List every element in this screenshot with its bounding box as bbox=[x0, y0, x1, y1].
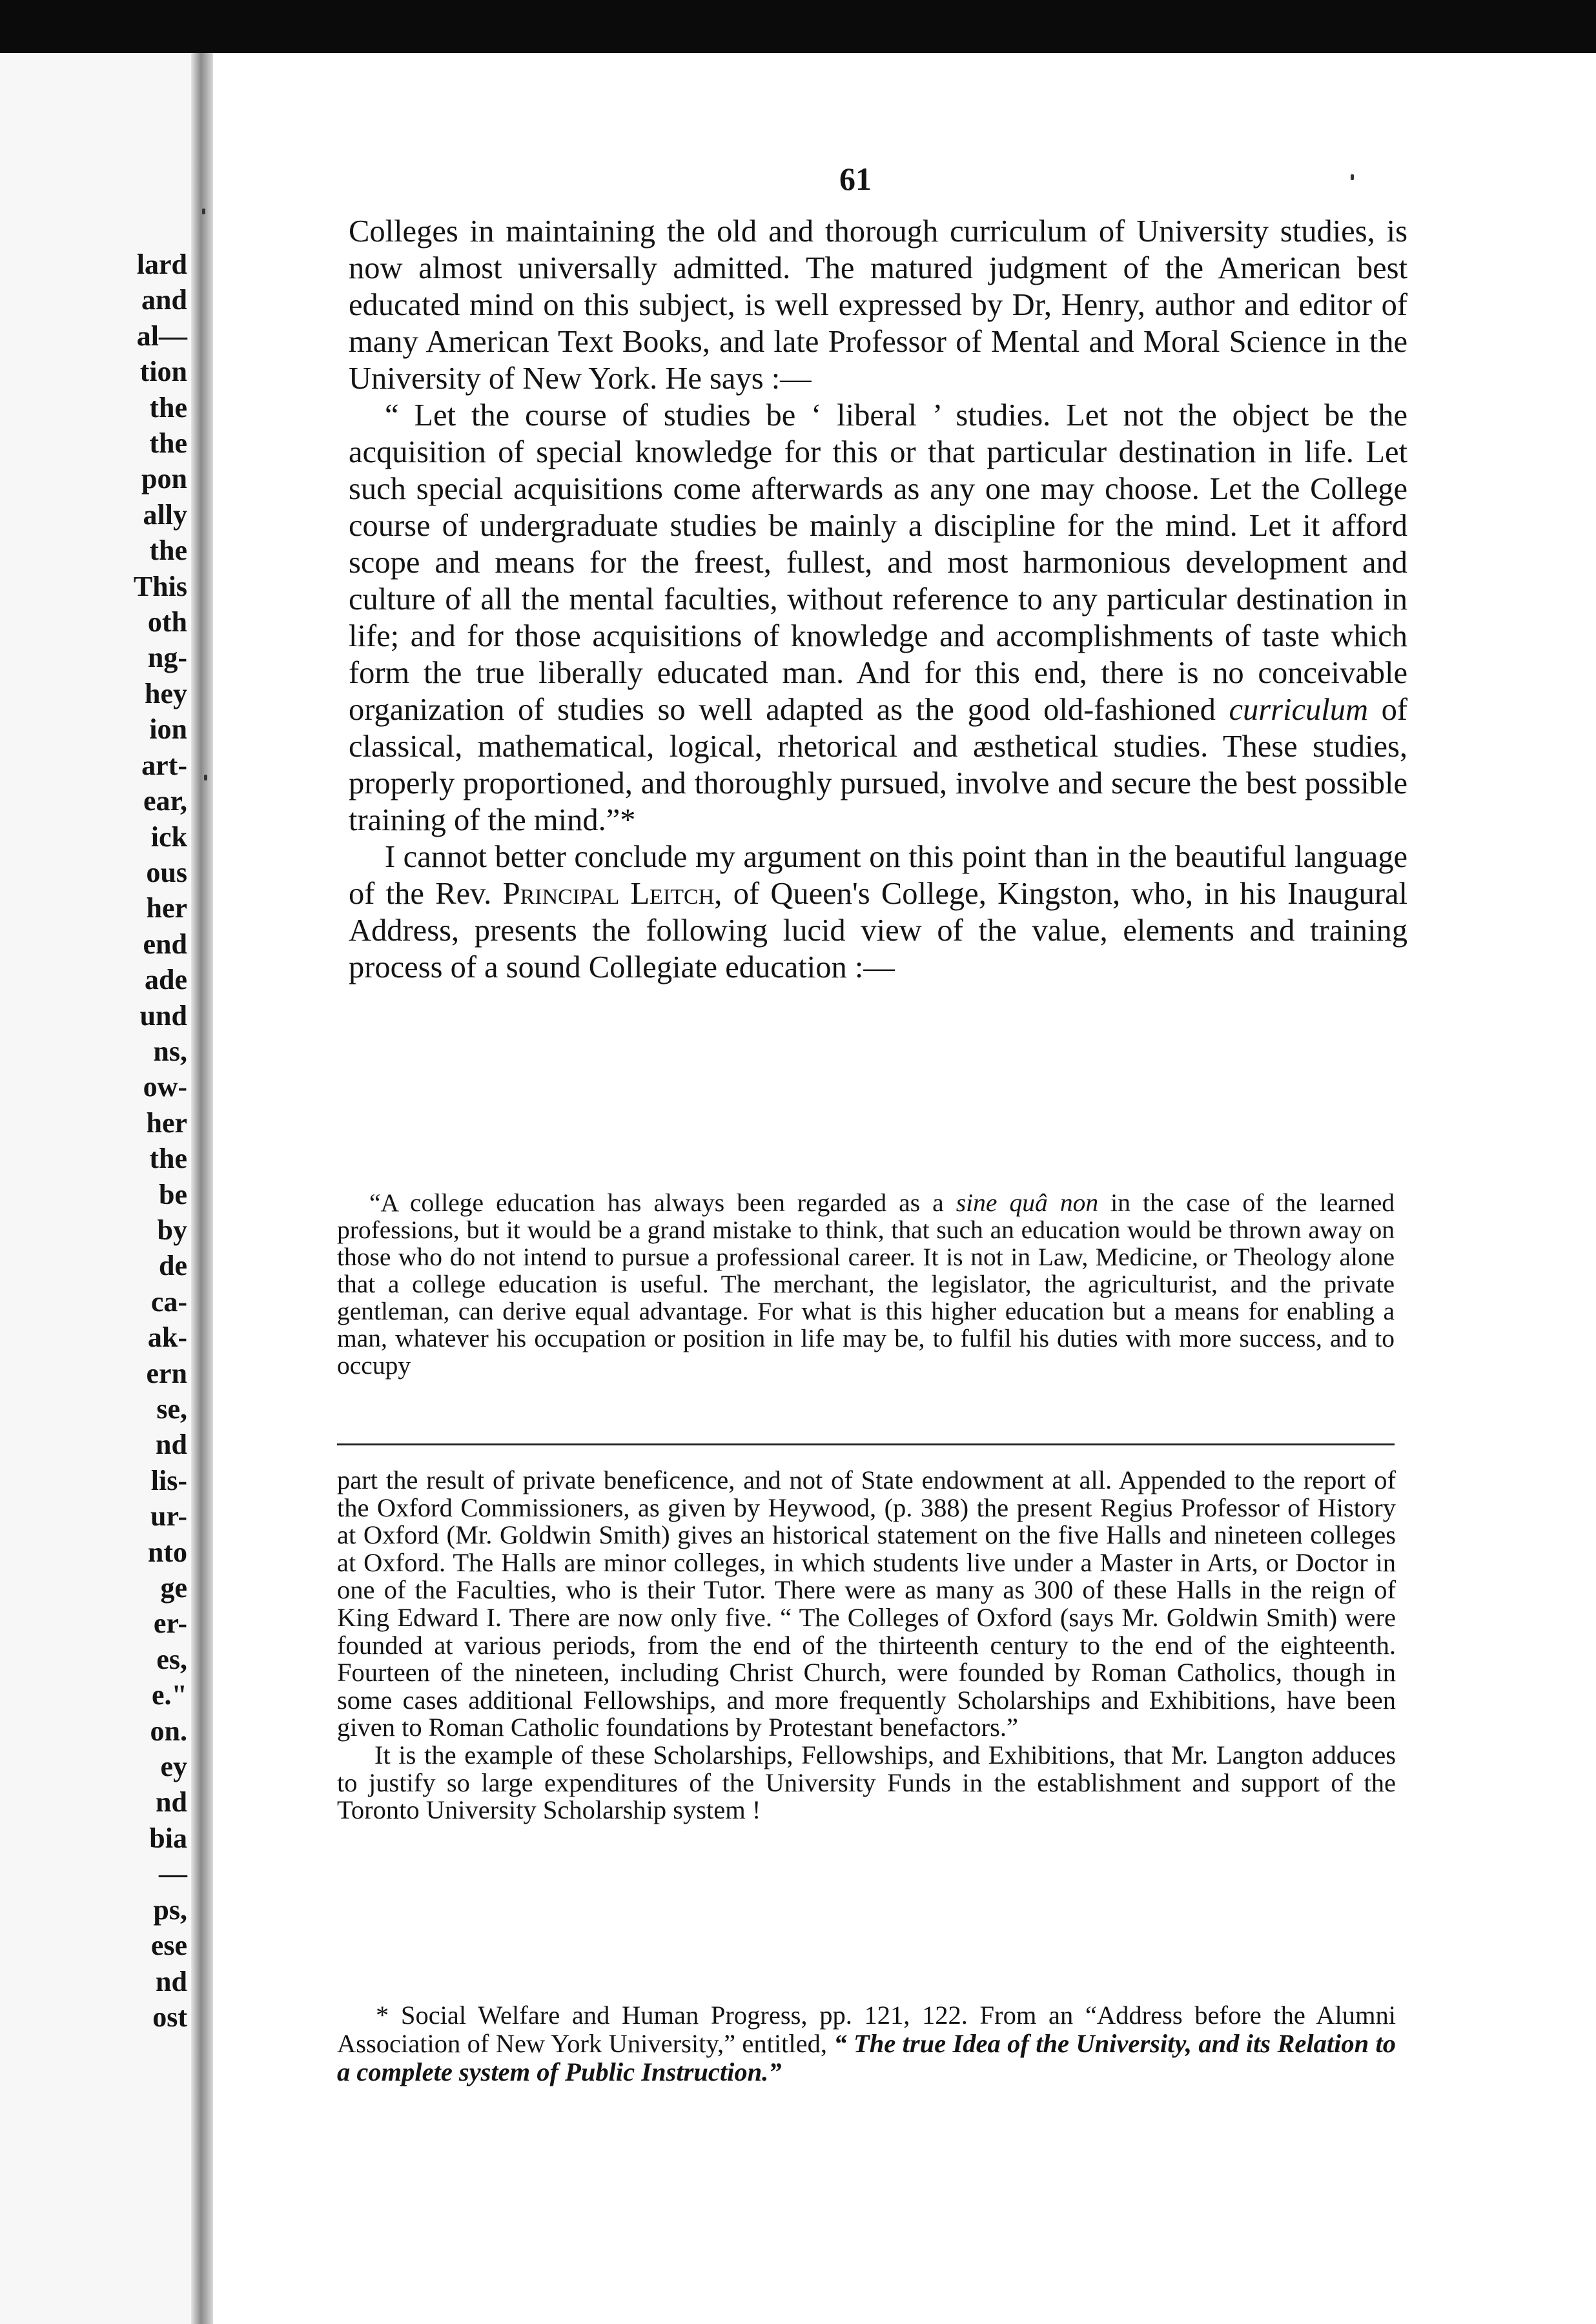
facing-page-fragment: her bbox=[146, 1106, 187, 1139]
facing-page-fragment: es, bbox=[156, 1643, 187, 1675]
facing-page-edge bbox=[0, 53, 191, 2324]
facing-page-fragment: This bbox=[133, 570, 187, 602]
footnote-oxford-paragraph: part the result of private beneficence, and not of State endowment at all. Appended to the report of the Oxford Commissioners, as given by Heywood, (p. 388) the present Regius Professor of History at Oxford (Mr. Goldwin Smith) gives an historical statement on the five Halls and nineteen colleges at Oxford. The Halls are minor colleges, in which students live under a Master in Arts, or Doctor in one of the Faculties, who is their Tutor. There were as many as 300 of these Halls in the reign of King Edward I. There are now only five. “ The Colleges of Oxford (says Mr. Goldwin Smith) were founded at various periods, from the end of the thirteenth century to the end of the eighteenth. Fourteen of the nineteen, including Christ Church, were founded by Roman Catholics, though in some cases additional Fellowships, and more frequently Scholarships and Exhibitions, have been given to Roman Catholic foundations by Protestant benefactors.” bbox=[337, 1465, 1396, 1742]
facing-page-fragment: nd bbox=[156, 1429, 187, 1461]
asterisk-footnote-part-1: * Social Welfare and Human Progress, pp. 121, 122. From an “Address before the Alumni Association of New York University,” entitled, bbox=[337, 2001, 1396, 2058]
facing-page-fragment: ng- bbox=[147, 642, 187, 674]
facing-page-fragment: ally bbox=[143, 498, 187, 531]
paragraph-henry-quote bbox=[349, 397, 1407, 839]
facing-page-fragment: ow- bbox=[143, 1071, 187, 1103]
block-quote-italic: sine quâ non bbox=[956, 1188, 1099, 1217]
leitch-name-smallcaps: Principal Leitch, bbox=[502, 877, 722, 911]
facing-page-fragment: ous bbox=[146, 856, 187, 888]
facing-page-fragment: lis- bbox=[150, 1464, 187, 1496]
henry-quote-part-1: “ Let the course of studies be ‘ liberal ’ studies. Let not the object be the acquisition of special knowledge for this or that particular destination in life. Let such special acquisitions come afterwards as any one may choose. Let the College course of undergraduate studies be mainly a discipline for the mind. Let it afford scope and means for the freest, fullest, and most harmonious development and culture of all the mental faculties, without reference to any particular destination in life; and for those acquisitions of knowledge and accomplishments of taste which form the true liberally educated man. And for this end, there is no conceivable organization of studies so well adapted as the good old-fashioned bbox=[349, 398, 1407, 727]
facing-page-fragment: — bbox=[159, 1858, 187, 1890]
facing-page-fragment: ion bbox=[149, 713, 187, 746]
continued-footnote bbox=[337, 1467, 1396, 1824]
facing-page-fragment: nd bbox=[156, 1965, 187, 1997]
paragraph-leitch-intro bbox=[349, 839, 1407, 986]
footnote-separator-rule bbox=[337, 1443, 1395, 1445]
block-quote-part-1: “A college education has always been regarded as a bbox=[369, 1188, 944, 1217]
facing-page-fragment: nd bbox=[156, 1786, 187, 1819]
facing-page-fragment: ick bbox=[150, 821, 187, 853]
facing-page-fragment: bia bbox=[149, 1822, 187, 1854]
facing-page-fragment: oth bbox=[147, 606, 187, 638]
footnote-langton-paragraph: It is the example of these Scholarships, Fellowships, and Exhibitions, that Mr. Langton adduces to justify so large expenditures of the University Funds in the establishment and support of the Toronto University Scholarship system ! bbox=[337, 1740, 1396, 1825]
block-quote-paragraph bbox=[337, 1189, 1395, 1379]
facing-page-fragment: the bbox=[149, 535, 187, 567]
facing-page-fragment: ern bbox=[146, 1357, 187, 1389]
paragraph-colleges-curriculum: Colleges in maintaining the old and thorough curriculum of University studies, is now almost universally admitted. The matured judgment of the American best educated mind on this subject, is well expressed by Dr, Henry, author and editor of many American Text Books, and late Professor of Mental and Moral Science in the University of New York. He says :— bbox=[349, 214, 1407, 396]
leitch-block-quote bbox=[337, 1189, 1395, 1379]
facing-page-fragment: ak- bbox=[147, 1321, 187, 1354]
asterisk-footnote bbox=[337, 2001, 1396, 2086]
page-number: 61 bbox=[839, 161, 872, 197]
facing-page-fragment: lard bbox=[136, 249, 187, 280]
facing-page-fragment: end bbox=[143, 928, 187, 960]
facing-page-fragment: er- bbox=[153, 1607, 187, 1640]
facing-page-fragment: the bbox=[149, 427, 187, 460]
facing-page-fragment: ns, bbox=[153, 1035, 187, 1067]
block-quote-part-2: in the case of the learned professions, but it would be a grand mistake to think, that such an education would be thrown away on those who do not intend to pursue a professional career. It is not in Law, Medicine, or Theology alone that a college education is useful. The merchant, the legislator, the agriculturist, and the private gentleman, can derive equal advantage. For what is this higher education but a means for enabling a man, whatever his occupation or position in life may be, to fulfil his duties with more success, and to occupy bbox=[337, 1188, 1395, 1380]
facing-page-fragment: se, bbox=[156, 1393, 187, 1425]
facing-page-fragment: und bbox=[139, 999, 187, 1032]
facing-page-fragment: ear, bbox=[143, 785, 187, 817]
scan-speck bbox=[204, 775, 207, 780]
facing-page-fragment: hey bbox=[145, 677, 187, 709]
scan-speck bbox=[1351, 174, 1354, 180]
facing-page-fragment: ost bbox=[152, 2001, 187, 2033]
facing-page-fragment: al— bbox=[136, 320, 187, 352]
facing-page-fragment: her bbox=[146, 892, 187, 924]
asterisk-footnote-paragraph bbox=[337, 2001, 1396, 2086]
henry-quote-part-2: of classical, mathematical, logical, rhetorical and æsthetical studies. These studies, properly proportioned, and thoroughly pursued, involve and secure the best possible training of the mind.”* bbox=[349, 693, 1408, 837]
leitch-intro-part-2: of Queen's College, Kingston, who, in his Inaugural Address, presents the following lucid view of the value, elements and training process of a sound Collegiate education :— bbox=[349, 877, 1408, 984]
facing-page-fragment: on. bbox=[150, 1715, 187, 1747]
leitch-intro-part-1: I cannot better conclude my argument on this point than in the beautiful language of the Rev. bbox=[349, 840, 1407, 911]
facing-page-fragment: ge bbox=[160, 1572, 187, 1604]
facing-page-fragment: ur- bbox=[150, 1500, 187, 1533]
facing-page-fragment: the bbox=[149, 391, 187, 423]
main-text bbox=[349, 213, 1407, 986]
facing-page-fragment: tion bbox=[139, 356, 187, 388]
facing-page-fragment: ey bbox=[160, 1751, 187, 1783]
facing-page-fragment: ps, bbox=[153, 1893, 187, 1926]
scan-top-border bbox=[0, 0, 1596, 53]
facing-page-fragment: ca- bbox=[150, 1285, 187, 1318]
facing-page-fragment: by bbox=[157, 1214, 187, 1246]
asterisk-footnote-italic-title: “ The true Idea of the University, and its Relation to a complete system of Public Instruction.” bbox=[337, 2029, 1396, 2086]
facing-page-line-fragments bbox=[134, 247, 187, 2035]
facing-page-fragment: de bbox=[159, 1250, 187, 1282]
facing-page-fragment: ese bbox=[150, 1930, 187, 1962]
facing-page-fragment: the bbox=[149, 1143, 187, 1175]
facing-page-fragment: and bbox=[141, 284, 187, 316]
facing-page-fragment: nto bbox=[147, 1536, 187, 1568]
facing-page-fragment: ade bbox=[145, 964, 187, 996]
henry-quote-italic: curriculum bbox=[1229, 693, 1368, 727]
facing-page-fragment: e." bbox=[152, 1679, 187, 1711]
facing-page-fragment: art- bbox=[141, 749, 187, 781]
facing-page-fragment: be bbox=[159, 1178, 187, 1210]
facing-page-fragment: pon bbox=[141, 463, 187, 495]
book-gutter bbox=[191, 53, 213, 2324]
scan-speck bbox=[202, 209, 205, 214]
